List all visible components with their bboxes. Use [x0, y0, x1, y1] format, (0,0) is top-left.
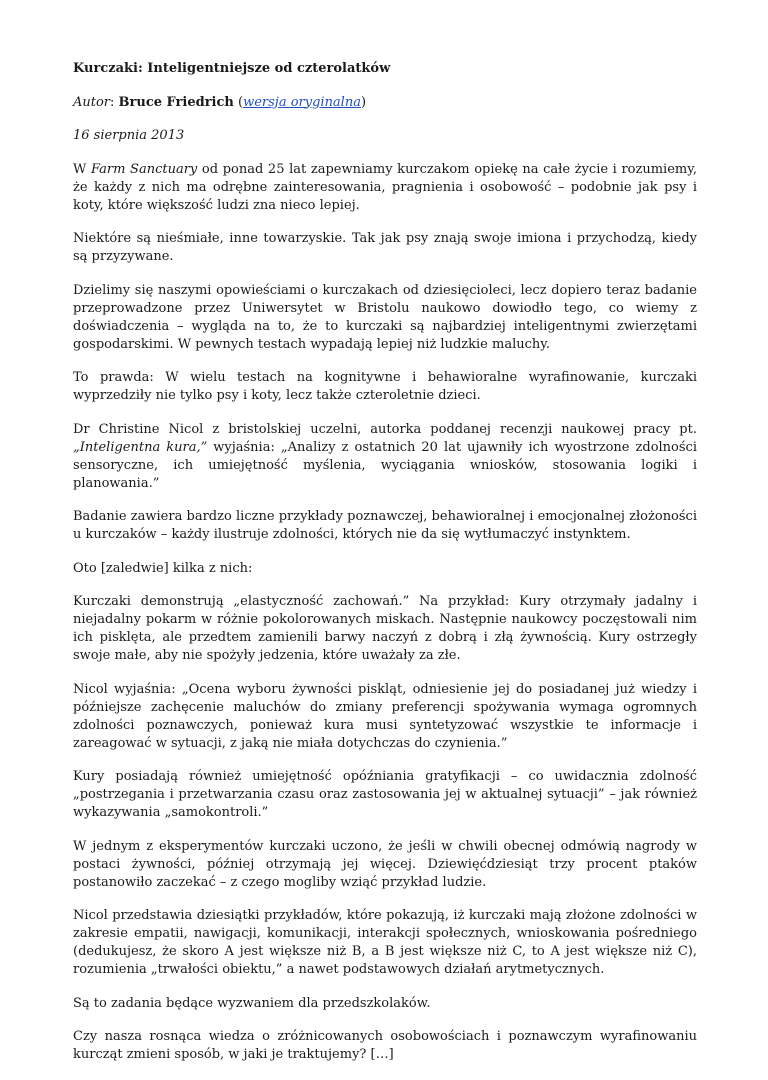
- paragraph-4: To prawda: W wielu testach na kognitywne i behawioralne wyrafinowanie, kurczaki wyprzedziły nie tylko psy i koty, lecz także czteroletnie dzieci.: [73, 370, 697, 403]
- paragraph-2: Niektóre są nieśmiałe, inne towarzyskie. Tak jak psy znają swoje imiona i przychodzą, kiedy są przyzywane.: [73, 231, 697, 264]
- paragraph-14: Czy nasza rosnąca wiedza o zróżnicowanych osobowościach i poznawczym wyrafinowaniu kurcząt zmieni sposób, w jaki je traktujemy? […]: [73, 1029, 697, 1062]
- paragraph-11: W jednym z eksperymentów kurczaki uczono, że jeśli w chwili obecnej odmówią nagrody w postaci żywności, później otrzymają jej więcej. Dziewięćdziesiąt trzy procent ptaków postanowiło zaczekać – z czego mogliby wziąć przykład ludzie.: [73, 838, 697, 890]
- author-name: Bruce Friedrich: [118, 94, 234, 110]
- author-line: [73, 94, 697, 112]
- paren-close: ): [360, 94, 367, 110]
- publication-date: [73, 127, 697, 145]
- original-version-link[interactable]: wersja oryginalna: [243, 94, 361, 110]
- document-title: Kurczaki: Inteligentniejsze od czterolatków: [73, 61, 391, 76]
- paragraph-9: Nicol wyjaśnia: „Ocena wyboru żywności piskląt, odniesienie jej do posiadanej już wiedzy i późniejsze zachęcenie maluchów do zmiany preferencji spożywania wymaga ogromnych zdolności poznawczych, ponieważ kura musi syntetyzować wszystkie te informacje i zareagować w sytuacji, z jaką nie miała dotychczas do czynienia.”: [73, 681, 697, 751]
- date-text: 16 sierpnia 2013: [73, 128, 185, 143]
- paragraph-1: [73, 161, 697, 215]
- paragraph-10: Kury posiadają również umiejętność opóźniania gratyfikacji – co uwidacznia zdolność „postrzegania i przetwarzania czasu oraz zastosowania jej w aktualnej sytuacji” – jak również wykazywania „samokontroli.”: [73, 769, 697, 820]
- paragraph-7: Oto [zaledwie] kilka z nich:: [73, 560, 253, 576]
- author-label: Autor: [73, 94, 111, 110]
- p1-text-a: W: [73, 161, 91, 177]
- paragraph-12: Nicol przedstawia dziesiątki przykładów, które pokazują, iż kurczaki mają złożone zdolności w zakresie empatii, nawigacji, komunikacji, interakcji społecznych, wnioskowania pośredniego (dedukujesz, że skoro A jest większe niż B, a B jest większe niż C, to A jest większe niż C), rozumienia „trwałości obiektu,” a nawet podstawowych działań arytmetycznych.: [73, 908, 697, 977]
- p1-text-b: od ponad 25 lat zapewniamy kurczakom opiekę na całe życie i rozumiemy, że każdy z nich ma odrębne zainteresowania, pragnienia i osobowość – podobnie jak psy i koty, które większość ludzi zna nieco lepiej.: [73, 161, 697, 213]
- paragraph-6: Badanie zawiera bardzo liczne przykłady poznawczej, behawioralnej i emocjonalnej złożoności u kurczaków – każdy ilustruje zdolności, których nie da się wytłumaczyć instynktem.: [73, 509, 697, 542]
- document-page: [73, 60, 697, 1080]
- author-colon: :: [110, 94, 119, 110]
- paper-title: „Inteligentna kura,”: [73, 439, 208, 455]
- paragraph-13: Są to zadania będące wyzwaniem dla przedszkolaków.: [73, 995, 431, 1011]
- farm-sanctuary-name: Farm Sanctuary: [91, 161, 198, 177]
- paragraph-5: [73, 421, 697, 493]
- paragraph-8: Kurczaki demonstrują „elastyczność zachowań.” Na przykład: Kury otrzymały jadalny i niejadalny pokarm w różnie pokolorowanych miskach. Następnie naukowcy poczęstowali nim ich pisklęta, ale przedtem zamienili barwy naczyń z dobrą i złą żywnością. Kury ostrzegły swoje małe, aby nie spożyły jedzenia, które uważały za złe.: [73, 594, 697, 663]
- p5-text-b: wyjaśnia: „Analizy z ostatnich 20 lat ujawniły ich wyostrzone zdolności sensoryczne, ich umiejętność myślenia, wyciągania wniosków, stosowania logiki i planowania.”: [73, 439, 697, 491]
- paren-open: (: [233, 94, 244, 110]
- paragraph-3: Dzielimy się naszymi opowieściami o kurczakach od dziesięcioleci, lecz dopiero teraz badanie przeprowadzone przez Uniwersytet w Bristolu naukowo dowiodło tego, co wiemy z doświadczenia – wygląda na to, że to kurczaki są najbardziej inteligentnymi zwierzętami gospodarskimi. W pewnych testach wypadają lepiej niż ludzkie maluchy.: [73, 282, 697, 352]
- p5-text-a: Dr Christine Nicol z bristolskiej uczelni, autorka poddanej recenzji naukowej pracy pt.: [73, 421, 697, 437]
